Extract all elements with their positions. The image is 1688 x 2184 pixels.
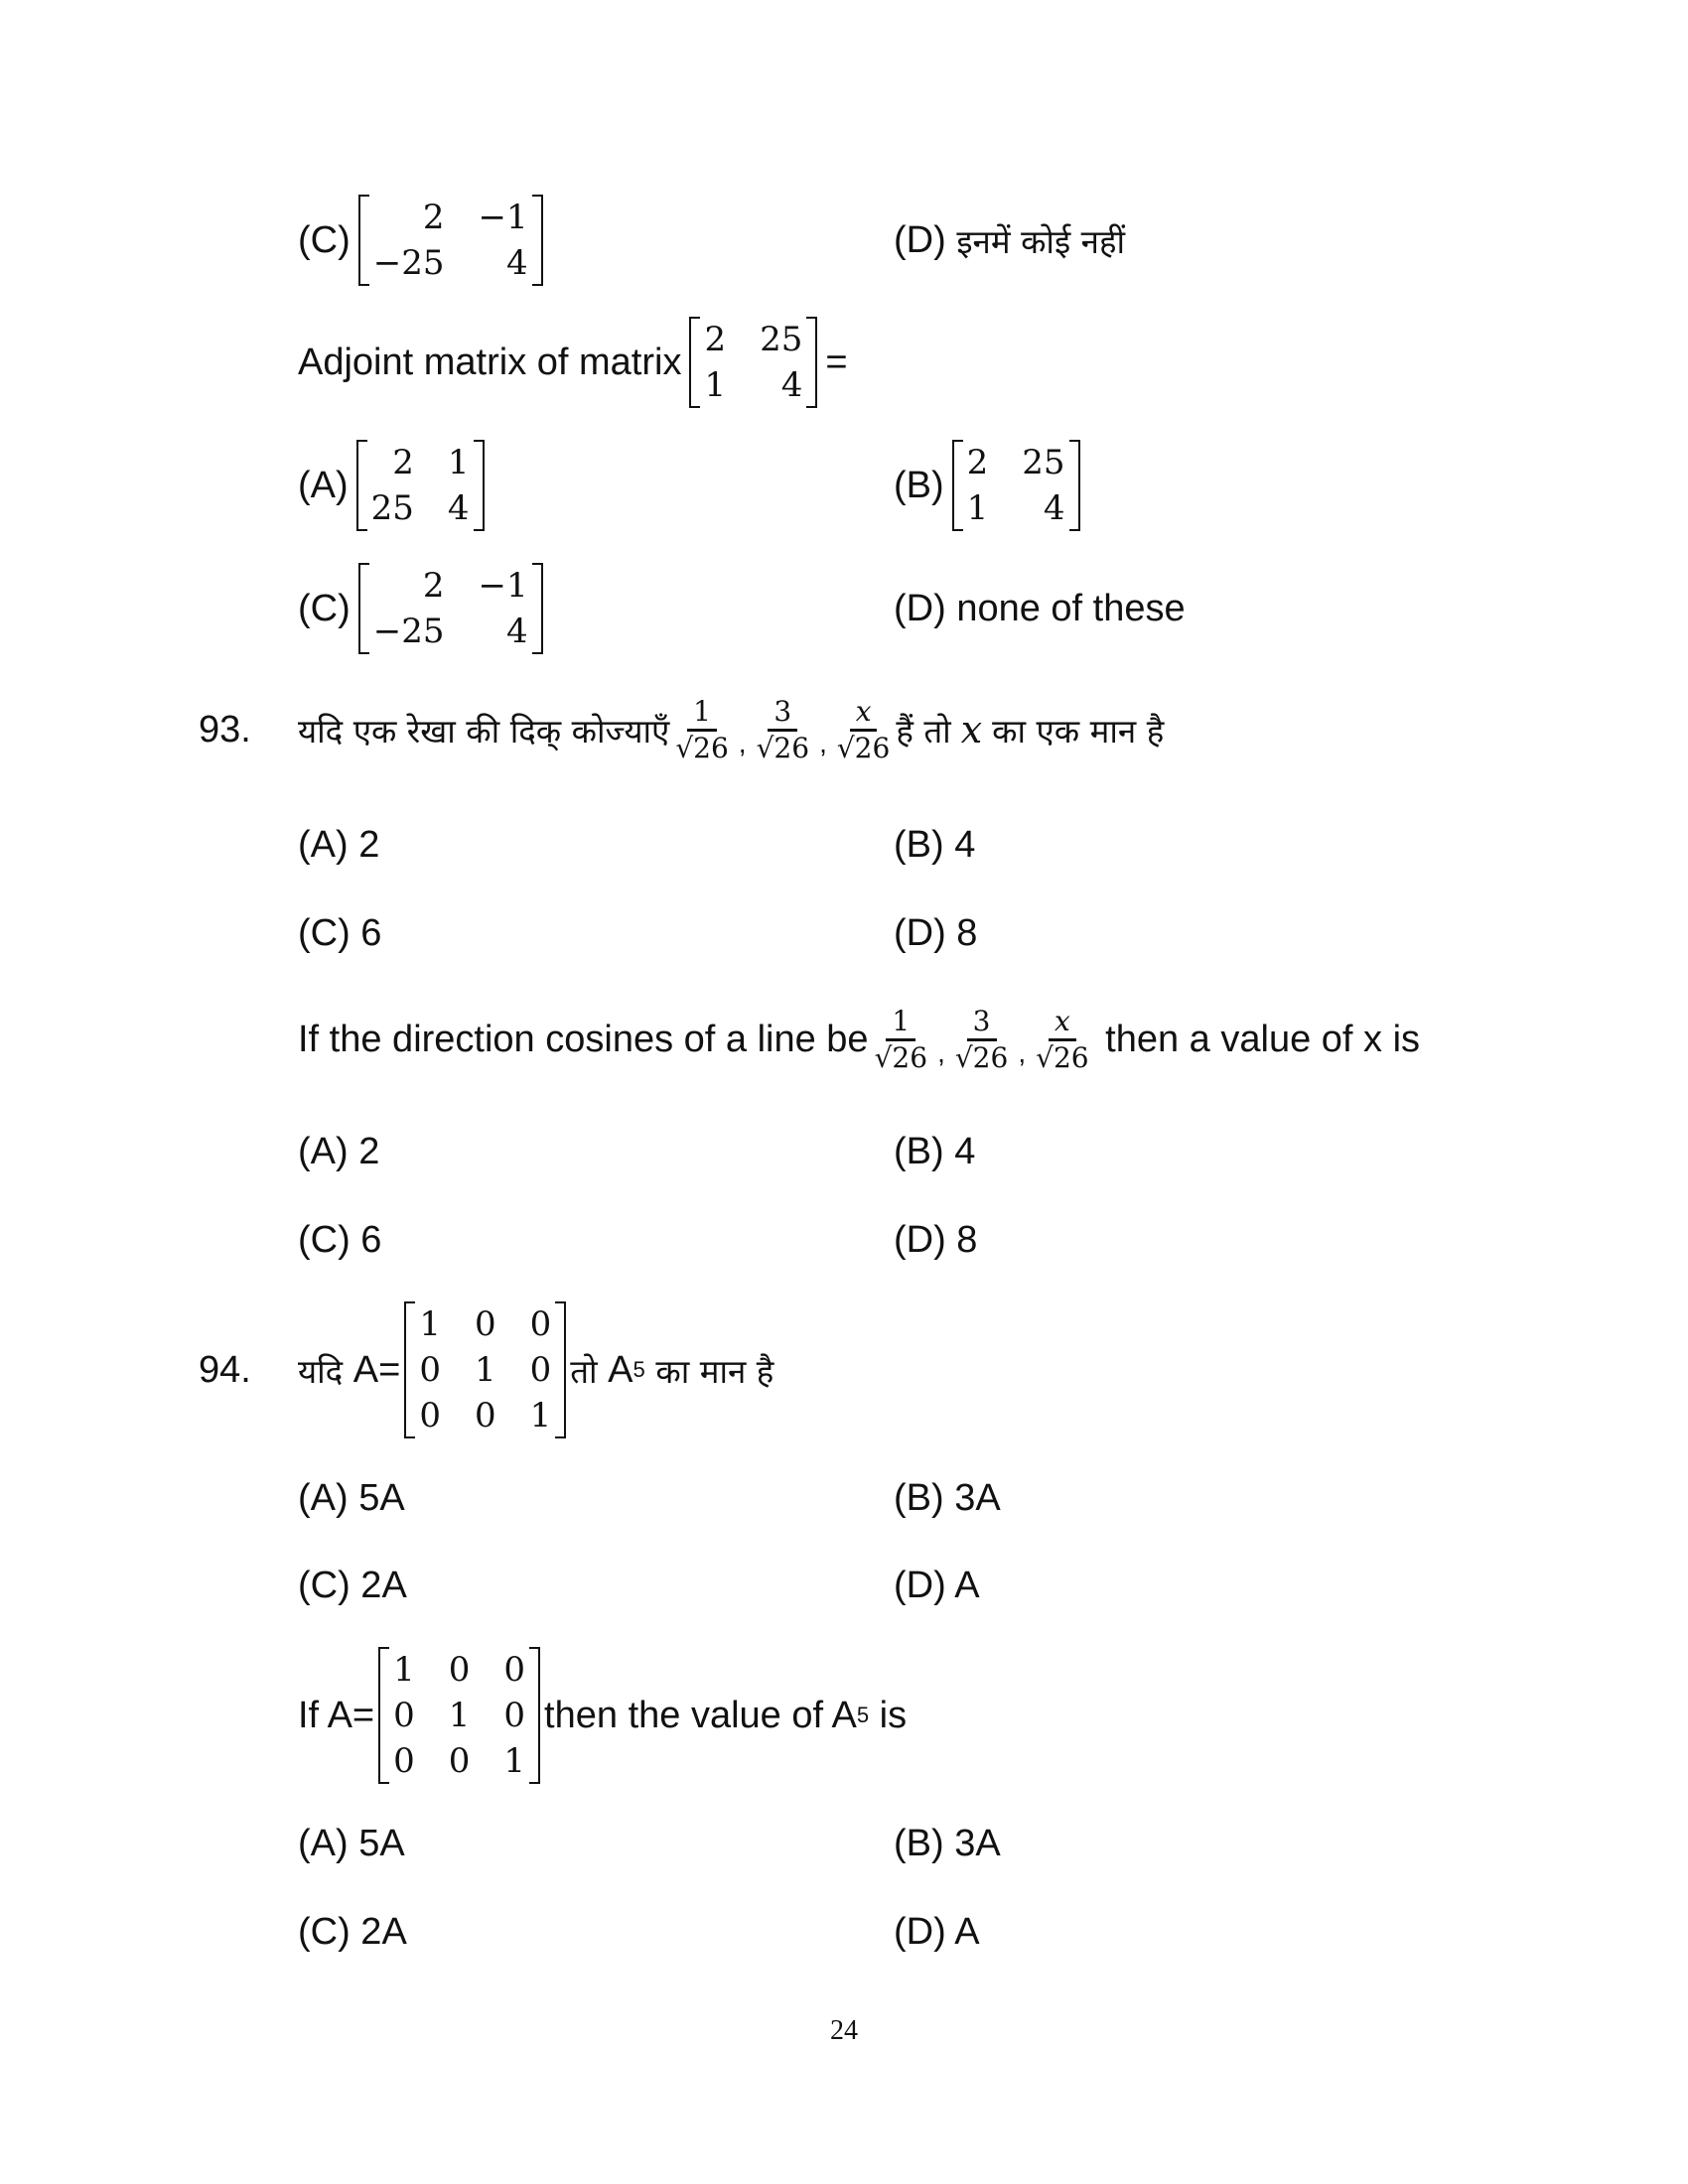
question-text: If the direction cosines of a line be	[298, 1018, 869, 1060]
option-a: (A) 5A	[298, 1822, 405, 1864]
cell: 0	[474, 1304, 496, 1344]
question-number: 94.	[199, 1348, 251, 1391]
question-93-english	[298, 1004, 1421, 1074]
option-text: इनमें कोई नहीं	[956, 221, 1126, 261]
cell: −1	[478, 566, 528, 606]
cell: 1	[704, 365, 727, 405]
cell: 0	[474, 1396, 496, 1435]
cell: 0	[419, 1396, 441, 1435]
cell: 2	[422, 566, 445, 606]
cell: 1	[474, 1350, 496, 1390]
comma: ,	[819, 728, 827, 758]
question-text: If A=	[298, 1694, 375, 1736]
cell: 2	[422, 198, 445, 237]
option-a	[298, 443, 492, 528]
option-c: (C) 6	[298, 911, 382, 954]
option-label: (B)	[894, 464, 944, 506]
cell: 1	[447, 443, 470, 482]
question-text: यदि	[298, 1351, 344, 1391]
matrix	[358, 195, 543, 286]
fraction	[675, 695, 728, 765]
denominator: √26	[954, 1040, 1009, 1074]
cell: 0	[503, 1650, 526, 1690]
option-b: (B) 4	[894, 1130, 976, 1172]
cell: 1	[419, 1304, 441, 1344]
option-c: (C) 6	[298, 1218, 382, 1261]
page-number: 24	[830, 2015, 858, 2046]
cell: 0	[529, 1350, 552, 1390]
fraction	[955, 1005, 1008, 1075]
option-c	[298, 566, 551, 651]
denominator: √26	[756, 731, 810, 764]
question-text: यदि एक रेखा की दिक् कोज्याएँ	[298, 711, 670, 751]
fraction	[1036, 1005, 1088, 1075]
cell: 0	[419, 1350, 441, 1390]
comma: ,	[937, 1037, 945, 1068]
option-d	[894, 210, 1125, 270]
option-b: (B) 4	[894, 823, 976, 866]
numerator: x	[1049, 1005, 1076, 1041]
cell: 0	[448, 1650, 471, 1690]
question-92-english	[298, 320, 848, 405]
cell: 0	[448, 1741, 471, 1781]
matrix-name: A=	[352, 1348, 401, 1391]
cell: 0	[393, 1696, 415, 1735]
option-b: (B) 3A	[894, 1822, 1001, 1864]
numerator: 3	[768, 695, 797, 732]
question-number: 93.	[199, 708, 251, 751]
matrix	[358, 563, 543, 654]
cell: 4	[447, 488, 470, 528]
numerator: 1	[886, 1005, 915, 1041]
question-text: then the value of A	[544, 1694, 857, 1736]
option-d	[894, 579, 1186, 638]
option-c: (C) 2A	[298, 1910, 407, 1953]
question-text: then a value of x is	[1105, 1018, 1421, 1060]
question-94-english	[298, 1650, 908, 1781]
cell: 4	[780, 365, 803, 405]
cell: 4	[1043, 488, 1065, 528]
question-text: का मान है	[655, 1351, 774, 1391]
option-a: (A) 2	[298, 823, 380, 866]
cell: 0	[529, 1304, 552, 1344]
option-text: none of these	[956, 587, 1186, 629]
option-b	[894, 443, 1088, 528]
numerator: 1	[687, 695, 717, 732]
option-d: (D) 8	[894, 1218, 978, 1261]
matrix	[952, 440, 1080, 531]
option-b: (B) 3A	[894, 1476, 1001, 1519]
variable: x	[960, 708, 983, 751]
cell: 1	[529, 1396, 552, 1435]
cell: 0	[393, 1741, 415, 1781]
cell: −1	[478, 198, 528, 237]
fraction	[837, 695, 890, 765]
option-d: (D) A	[894, 1910, 980, 1953]
exponent: 5	[856, 1703, 870, 1727]
option-a: (A) 2	[298, 1130, 380, 1172]
question-93-hindi	[298, 694, 1165, 764]
option-c	[298, 198, 551, 283]
denominator: √26	[675, 731, 729, 764]
denominator: √26	[1036, 1040, 1089, 1074]
option-d: (D) 8	[894, 911, 978, 954]
cell: 2	[704, 320, 727, 359]
cell: 2	[966, 443, 989, 482]
option-label: (A)	[298, 464, 349, 506]
fraction	[875, 1005, 927, 1075]
cell: 2	[392, 443, 414, 482]
cell: 1	[966, 488, 989, 528]
identity-matrix	[378, 1647, 540, 1784]
option-label: (D)	[894, 587, 946, 629]
denominator: √26	[874, 1040, 928, 1074]
matrix	[689, 317, 817, 408]
equals: =	[825, 341, 848, 383]
denominator: √26	[836, 731, 891, 764]
numerator: x	[850, 695, 878, 732]
question-94-hindi	[298, 1304, 774, 1435]
question-text: is	[879, 1694, 908, 1736]
identity-matrix	[404, 1301, 566, 1438]
option-label: (C)	[298, 218, 351, 261]
cell: 1	[448, 1696, 471, 1735]
option-label: (C)	[298, 587, 351, 629]
option-c: (C) 2A	[298, 1564, 407, 1606]
cell: −25	[372, 612, 445, 651]
option-a: (A) 5A	[298, 1476, 405, 1519]
cell: 25	[370, 488, 414, 528]
exponent: 5	[633, 1357, 645, 1382]
option-d: (D) A	[894, 1564, 980, 1606]
cell: 1	[393, 1650, 415, 1690]
cell: 25	[1022, 443, 1065, 482]
question-text: हैं तो	[896, 711, 951, 751]
question-text: Adjoint matrix of matrix	[298, 341, 682, 383]
question-text: तो	[570, 1351, 598, 1391]
cell: 25	[760, 320, 803, 359]
cell: 4	[506, 243, 528, 283]
comma: ,	[738, 728, 747, 758]
numerator: 3	[967, 1005, 997, 1041]
option-label: (D)	[894, 218, 946, 261]
matrix-name: A	[608, 1348, 633, 1391]
question-text: का एक मान है	[992, 711, 1165, 751]
fraction	[757, 695, 809, 765]
comma: ,	[1018, 1037, 1027, 1068]
cell: 0	[503, 1696, 526, 1735]
matrix	[356, 440, 485, 531]
cell: 4	[506, 612, 528, 651]
cell: −25	[372, 243, 445, 283]
cell: 1	[503, 1741, 526, 1781]
